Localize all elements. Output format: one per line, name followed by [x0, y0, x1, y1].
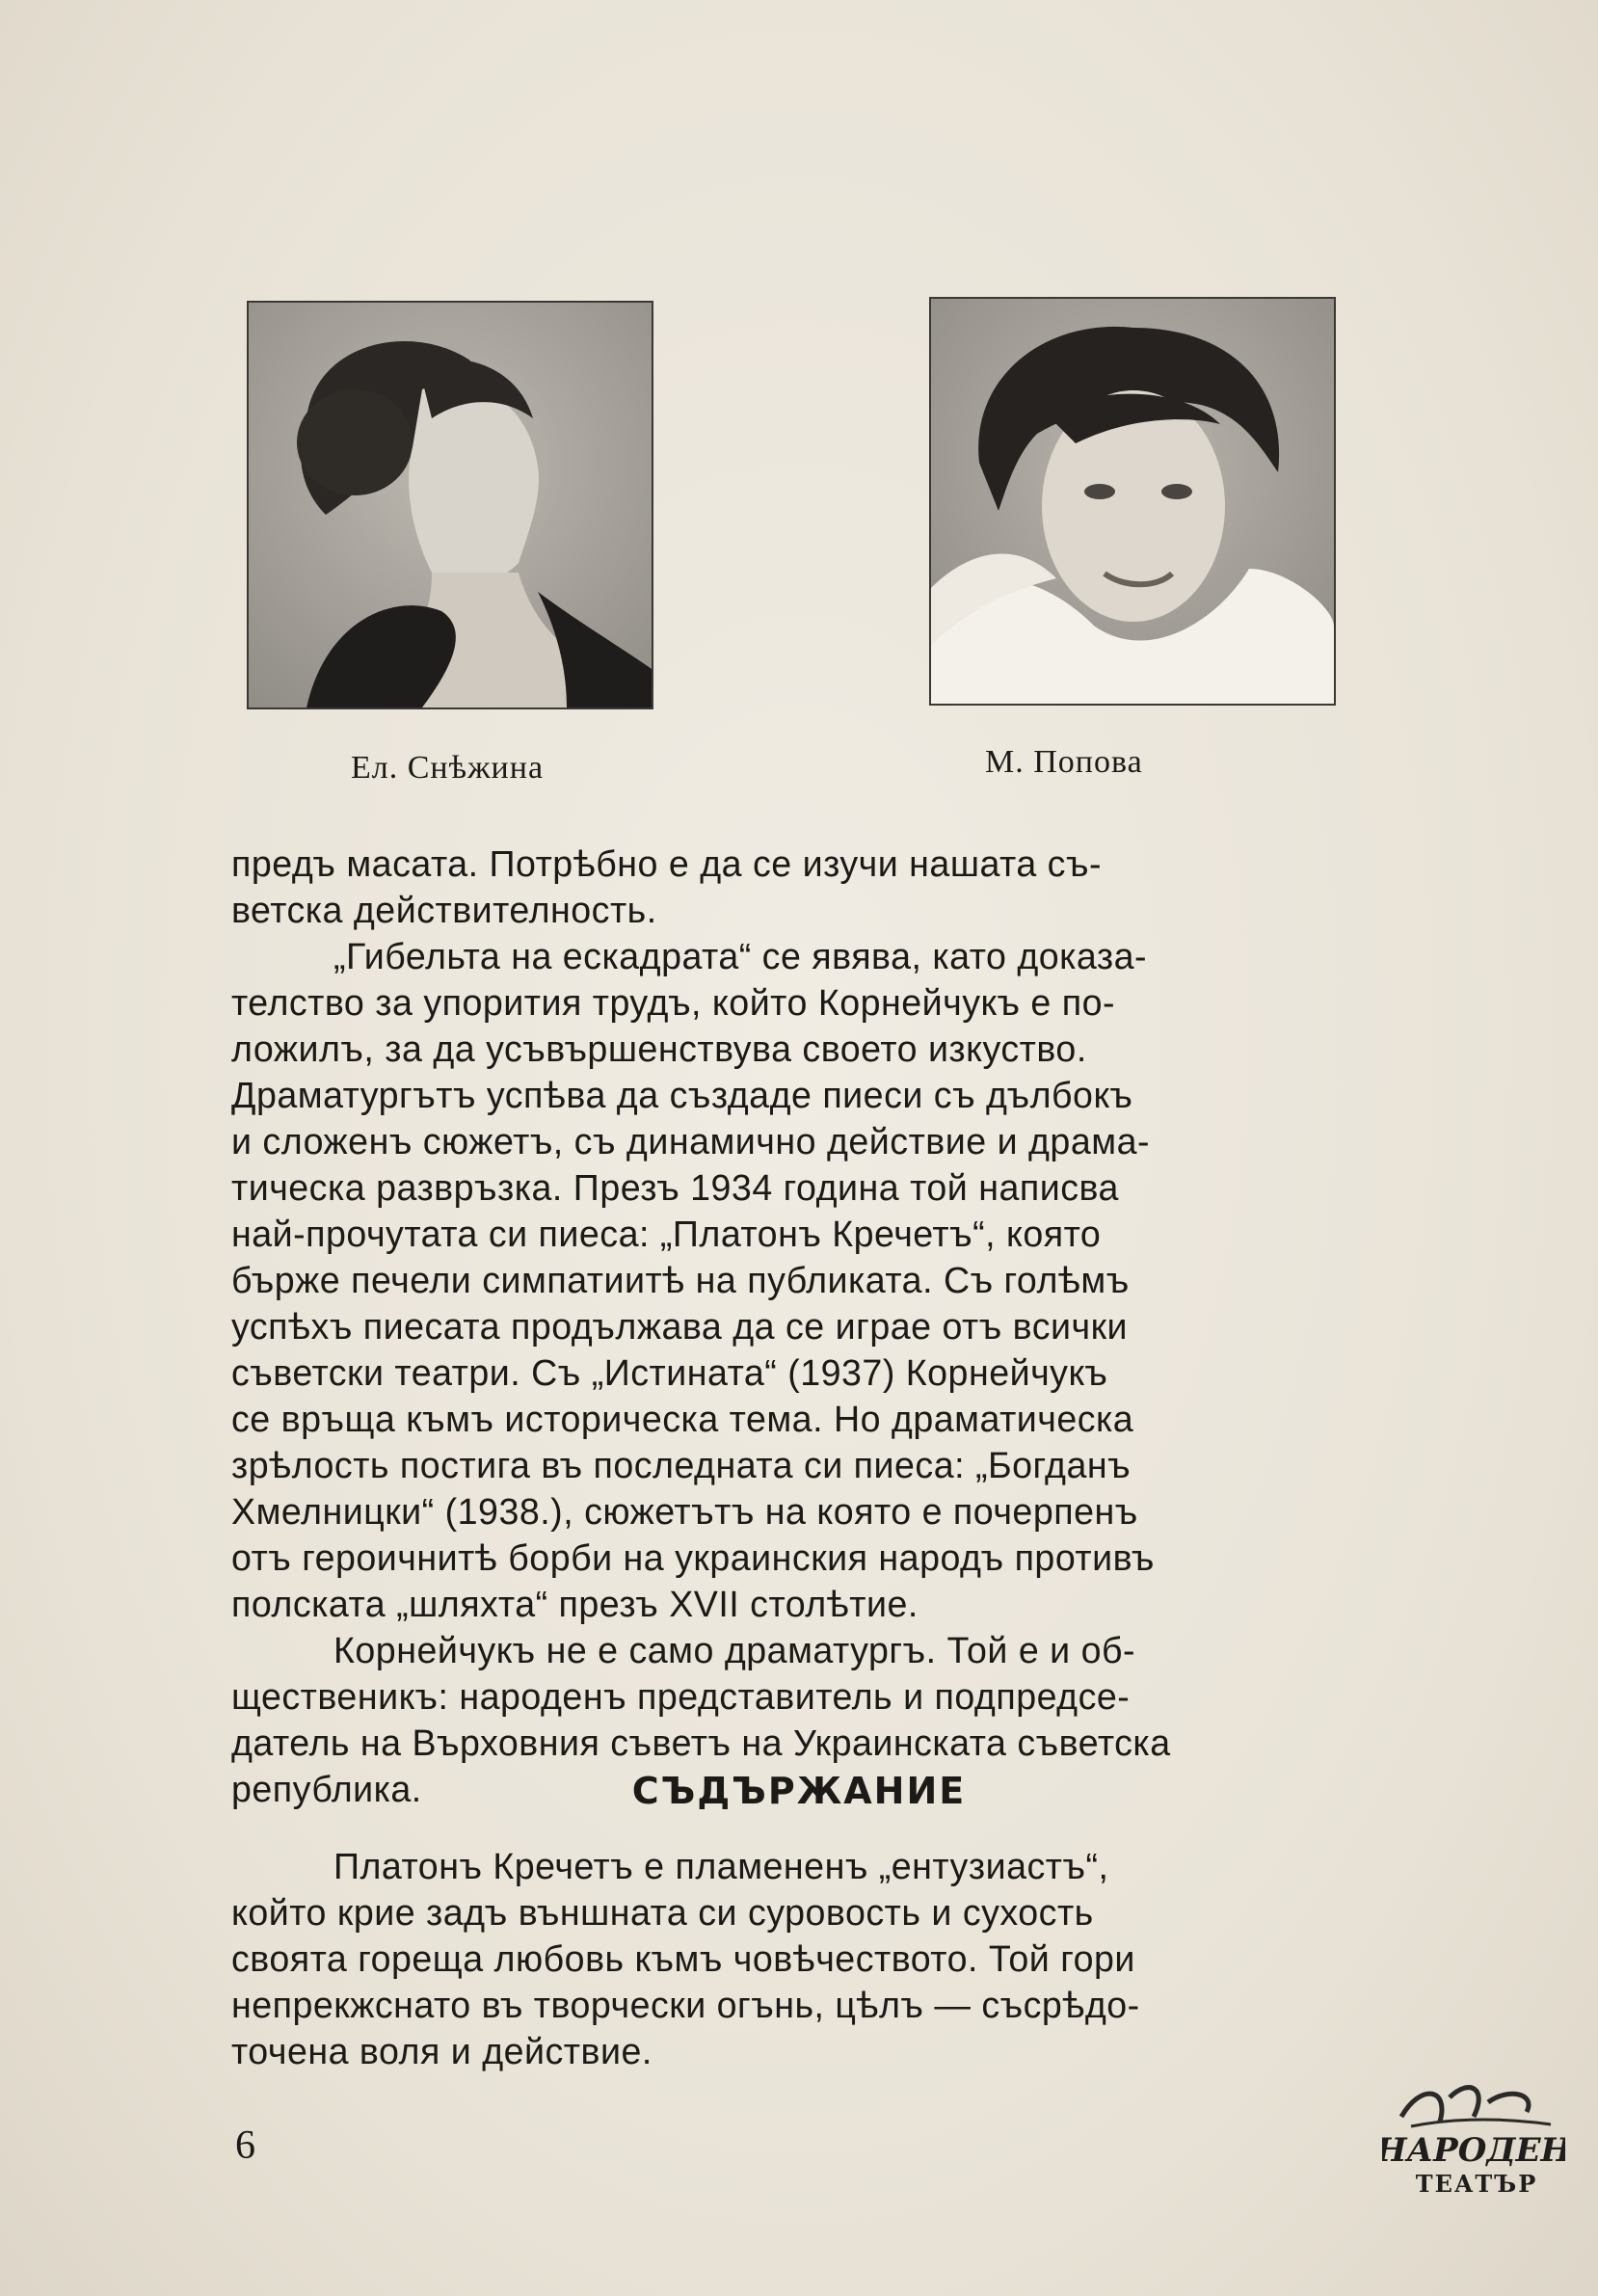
text-line: непрекжснато въ творчески огънь, цѣлъ — съсрѣдо- — [231, 1985, 1140, 2025]
svg-text:НАРОДЕН: НАРОДЕН — [1382, 2131, 1565, 2170]
text-line: Драматургътъ успѣва да създаде пиеси съ дълбокъ — [231, 1075, 1133, 1115]
page-number: 6 — [235, 2123, 255, 2168]
text-line: ветска действителность. — [231, 890, 657, 930]
svg-text:ТЕАТЪР: ТЕАТЪР — [1415, 2170, 1538, 2198]
text-line: телство за упорития трудъ, който Корнейчукъ е по- — [231, 982, 1115, 1023]
text-line: най-прочутата си пиеса: „Платонъ Кречетъ“, която — [231, 1214, 1102, 1254]
paragraph — [231, 933, 1371, 1627]
text-line: своята гореща любовь къмъ човѣчеството. Той гори — [231, 1938, 1135, 1979]
text-line: точена воля и действие. — [231, 2031, 653, 2071]
text-line: зрѣлость постига въ последната си пиеса: „Богданъ — [231, 1445, 1132, 1485]
library-stamp-logo — [1382, 2078, 1565, 2205]
text-line: съветски театри. Съ „Истината“ (1937) Корнейчукъ — [231, 1352, 1108, 1393]
text-line: датель на Върховния съветъ на Украинската съветска — [231, 1722, 1171, 1763]
text-line: „Гибельта на ескадрата“ се явява, като доказа- — [333, 936, 1148, 976]
body-text-lower — [231, 1843, 1371, 2074]
text-line: тическа развръзка. Презъ 1934 година той написва — [231, 1167, 1119, 1208]
text-line: щественикъ: народенъ представитель и подпредсе- — [231, 1676, 1131, 1717]
portrait-photo-popova — [929, 297, 1336, 706]
text-line: и сложенъ сюжетъ, съ динамично действие и драма- — [231, 1121, 1150, 1161]
text-line: република. — [231, 1769, 422, 1809]
text-line: полската „шляхта“ презъ XVII столѣтие. — [231, 1584, 919, 1624]
text-line: който крие задъ външната си суровость и сухость — [231, 1892, 1094, 1933]
portrait-photo-snezhina — [247, 301, 653, 709]
text-line: Корнейчукъ не е само драматургъ. Той е и об- — [333, 1630, 1136, 1670]
body-text-upper — [231, 841, 1371, 1812]
text-line: отъ героичнитѣ борби на украинския народъ противъ — [231, 1537, 1155, 1578]
text-line: успѣхъ пиесата продължава да се играе отъ всички — [231, 1306, 1129, 1347]
text-line: предъ масата. Потрѣбно е да се изучи нашата съ- — [231, 843, 1102, 884]
paragraph — [231, 1843, 1371, 2074]
text-line: Платонъ Кречетъ е пламененъ „ентузиастъ“, — [333, 1846, 1109, 1886]
text-line: ложилъ, за да усъвършенствува своето изкуство. — [231, 1028, 1087, 1069]
photo-caption-left: Ел. Снѣжина — [351, 750, 545, 786]
photo-caption-right: М. Попова — [985, 744, 1143, 780]
paragraph — [231, 841, 1371, 933]
section-heading: СЪДЪРЖАНИЕ — [631, 1770, 967, 1812]
text-line: бърже печели симпатиитѣ на публиката. Съ голѣмъ — [231, 1260, 1130, 1300]
text-line: Хмелницки“ (1938.), сюжетътъ на която е почерпенъ — [231, 1491, 1138, 1532]
text-line: се връща къмъ историческа тема. Но драматическа — [231, 1399, 1134, 1439]
